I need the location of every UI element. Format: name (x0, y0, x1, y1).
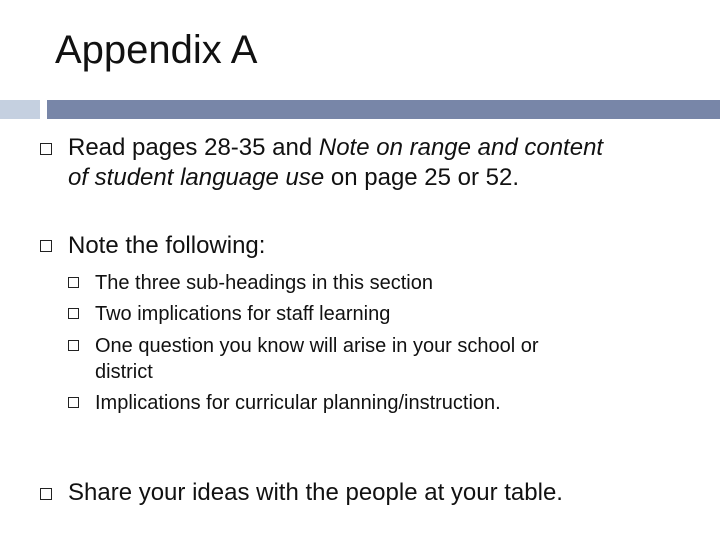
bullet-3-text: Share your ideas with the people at your table. (68, 479, 563, 506)
bullet-1-text-end: on page 25 or 52. (324, 164, 520, 191)
square-sub-bullet-icon (68, 308, 79, 319)
bullet-1-italic-title-cont: of student language use (68, 164, 325, 191)
bullet-1-italic-title: Note on range and content (318, 134, 604, 161)
square-bullet-icon (40, 488, 52, 500)
square-sub-bullet-icon (68, 397, 79, 408)
bullet-1-line-2 (68, 164, 519, 192)
sub-bullet-text-cont: district (95, 361, 153, 383)
sub-bullet-text: Two implications for staff learning (95, 303, 391, 325)
sub-bullet-text: The three sub-headings in this section (95, 272, 433, 294)
bullet-2-text: Note the following: (68, 232, 266, 259)
sub-bullet-text: One question you know will arise in your school or (95, 335, 539, 357)
bullet-1-line-1 (68, 134, 603, 162)
square-sub-bullet-icon (68, 277, 79, 288)
title-rule (47, 100, 720, 119)
square-bullet-icon (40, 240, 52, 252)
title-rule-accent (0, 100, 40, 119)
bullet-1-text: Read pages 28-35 and (68, 134, 319, 161)
square-bullet-icon (40, 143, 52, 155)
square-sub-bullet-icon (68, 340, 79, 351)
sub-bullet-text: Implications for curricular planning/instruction. (95, 392, 501, 414)
slide-title: Appendix A (55, 28, 258, 72)
